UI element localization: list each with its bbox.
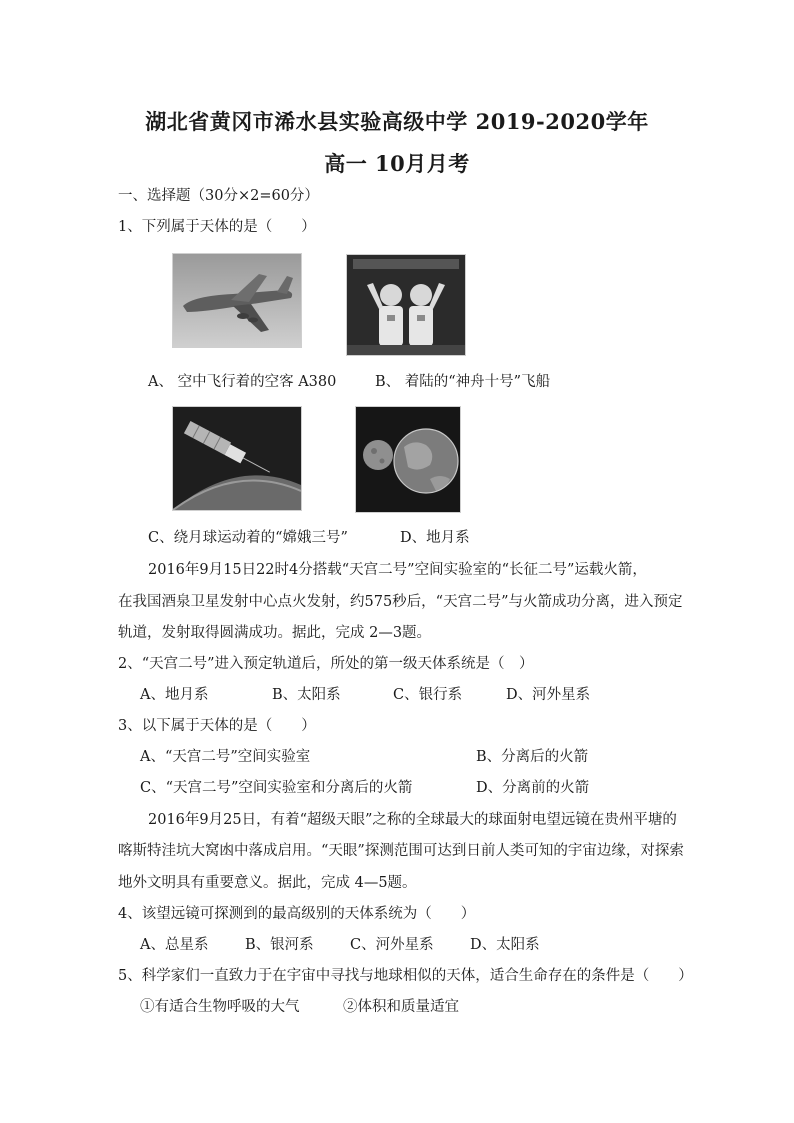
question-1-option-b: B、 着陆的“神舟十号”飞船 (375, 374, 551, 390)
airplane-photo (172, 253, 302, 348)
question-4-option-c: C、河外星系 (350, 937, 434, 953)
question-1-option-c: C、绕月球运动着的“嫦娥三号” (148, 530, 348, 546)
earth-moon-icon (356, 407, 460, 512)
passage-2-line-3: 地外文明具有重要意义。据此，完成 4—5题。 (118, 875, 417, 891)
question-5-item-1: ①有适合生物呼吸的大气 (140, 999, 300, 1015)
question-4-stem: 4、该望远镜可探测到的最高级别的天体系统为（ ） (118, 906, 476, 922)
exam-title-line2: 高一 10月月考 (324, 151, 470, 176)
question-4-option-a: A、总星系 (140, 937, 209, 953)
question-5-item-2: ②体积和质量适宜 (343, 999, 459, 1015)
astronaut-icon (347, 255, 465, 355)
question-1-option-a: A、 空中飞行着的空客 A380 (148, 374, 337, 390)
question-4-option-d: D、太阳系 (470, 937, 540, 953)
passage-2-line-2: 喀斯特洼坑大窝凼中落成启用。“天眼”探测范围可达到日前人类可知的宇宙边缘，对探索 (118, 843, 684, 859)
airplane-icon (173, 254, 301, 347)
passage-1-line-3: 轨道，发射取得圆满成功。据此，完成 2—3题。 (118, 625, 432, 641)
question-3-option-d: D、分离前的火箭 (476, 780, 590, 796)
question-3-option-c: C、“天宫二号”空间实验室和分离后的火箭 (140, 780, 413, 796)
question-2-option-d: D、河外星系 (506, 687, 591, 703)
question-2-option-b: B、太阳系 (272, 687, 341, 703)
question-3-option-b: B、分离后的火箭 (476, 749, 589, 765)
question-3-option-a: A、“天宫二号”空间实验室 (140, 749, 311, 765)
question-5-stem: 5、科学家们一直致力于在宇宙中寻找与地球相似的天体，适合生命存在的条件是（ ） (118, 968, 693, 984)
question-2-stem: 2、“天宫二号”进入预定轨道后，所处的第一级天体系统是（ ） (118, 656, 534, 672)
section-heading: 一、选择题（30分×2=60分） (118, 188, 319, 204)
exam-title-line1: 湖北省黄冈市浠水县实验高级中学 2019-2020学年 (145, 109, 649, 134)
question-1-stem: 1、下列属于天体的是（ ） (118, 219, 316, 235)
question-3-stem: 3、以下属于天体的是（ ） (118, 718, 316, 734)
question-1-option-d: D、地月系 (400, 530, 470, 546)
astronauts-photo (346, 254, 466, 356)
passage-1-line-2: 在我国酒泉卫星发射中心点火发射，约575秒后，“天宫二号”与火箭成功分离，进入预定 (118, 594, 683, 610)
satellite-photo (172, 406, 302, 511)
earth-moon-photo (355, 406, 461, 513)
question-2-option-a: A、地月系 (140, 687, 209, 703)
satellite-icon (173, 407, 301, 510)
passage-1-line-1: 2016年9月15日22时4分搭载“天宫二号”空间实验室的“长征二号”运载火箭， (148, 562, 647, 578)
passage-2-line-1: 2016年9月25日，有着“超级天眼”之称的全球最大的球面射电望远镜在贵州平塘的 (148, 812, 677, 828)
question-4-option-b: B、银河系 (245, 937, 314, 953)
question-2-option-c: C、银行系 (393, 687, 463, 703)
